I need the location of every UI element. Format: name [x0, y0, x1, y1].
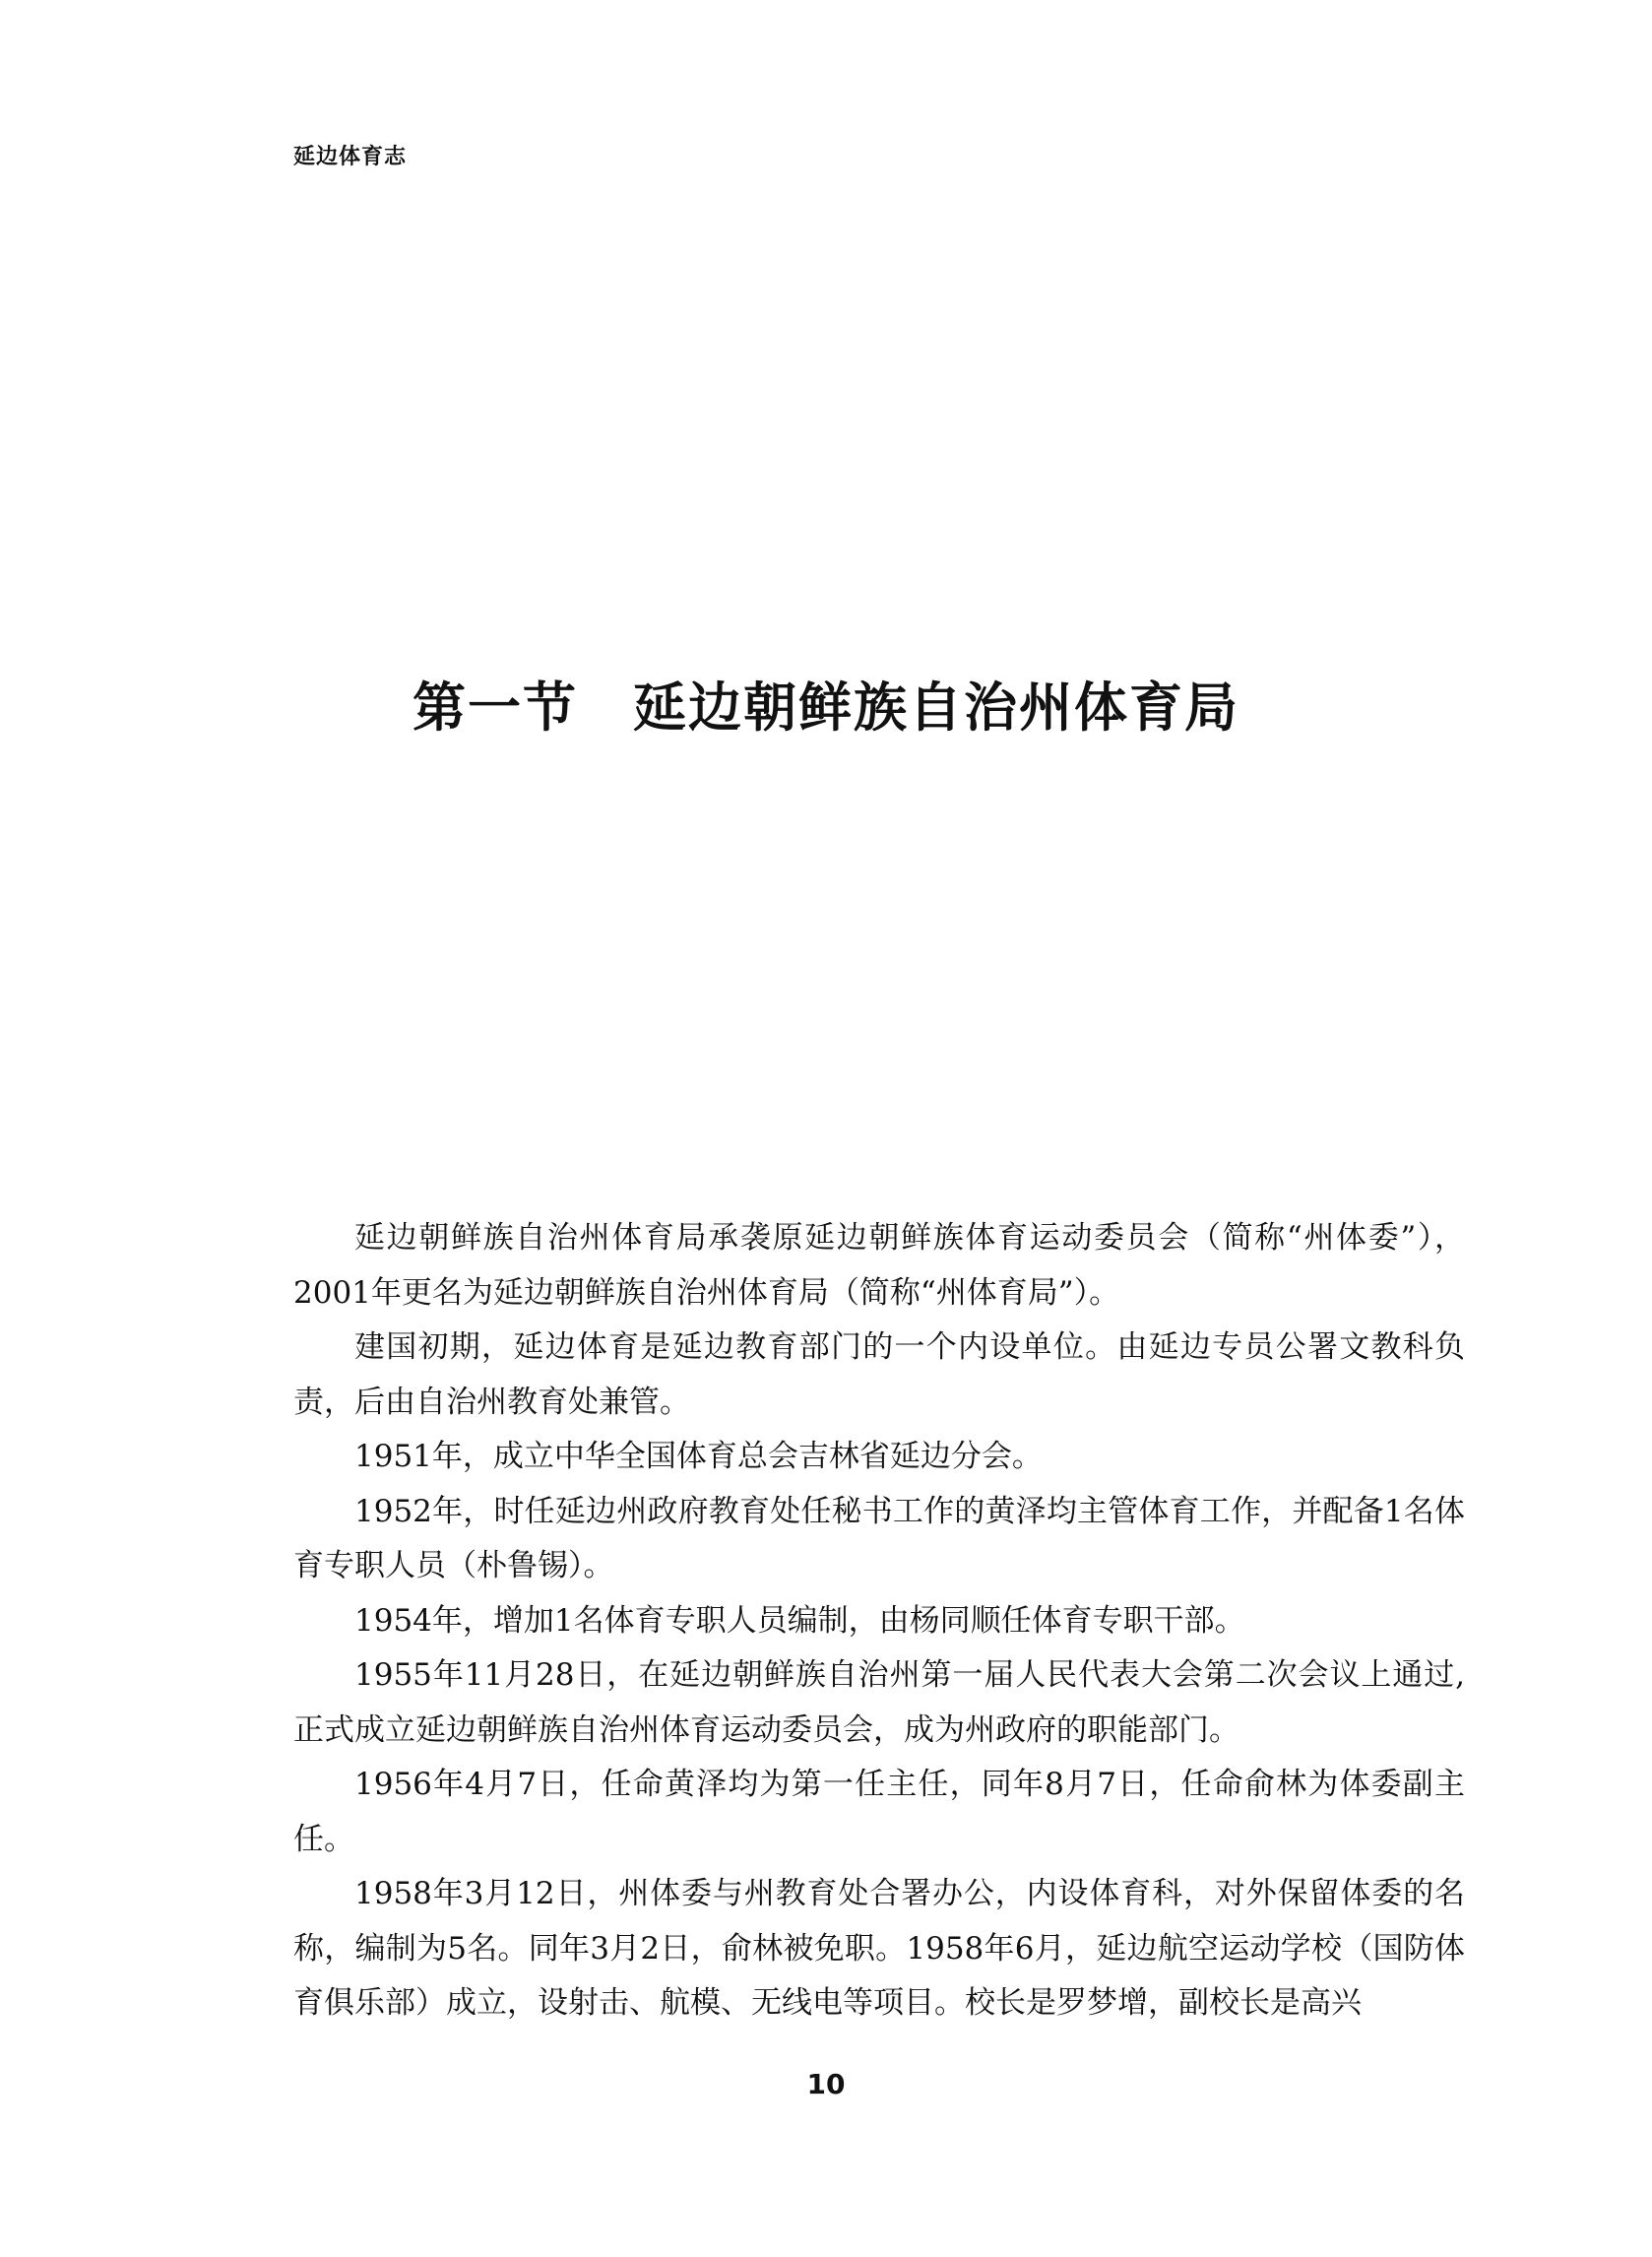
paragraph: 1955年11月28日，在延边朝鲜族自治州第一届人民代表大会第二次会议上通过,正式成立延边朝鲜族自治州体育运动委员会，成为州政府的职能部门。 — [293, 1657, 1465, 1748]
paragraph: 1951年，成立中华全国体育总会吉林省延边分会。 — [354, 1439, 1043, 1474]
paragraph: 建国初期，延边体育是延边教育部门的一个内设单位。由延边专员公署文教科负责，后由自治州教育处兼管。 — [293, 1329, 1465, 1420]
paragraph: 1956年4月7日，任命黄泽均为第一任主任，同年8月7日，任命俞林为体委副主任。 — [293, 1767, 1465, 1857]
page-number: 10 — [806, 2068, 846, 2100]
paragraph: 延边朝鲜族自治州体育局承袭原延边朝鲜族体育运动委员会（简称“州体委”），2001年更名为延边朝鲜族自治州体育局（简称“州体育局”）。 — [293, 1220, 1465, 1311]
running-header: 延边体育志 — [293, 145, 408, 169]
paragraph: 1958年3月12日，州体委与州教育处合署办公，内设体育科，对外保留体委的名称，编制为5名。同年3月2日，俞林被免职。1958年6月，延边航空运动学校（国防体育俱乐部）成立，设射击、航模、无线电等项目。校长是罗梦增，副校长是高兴 — [293, 1876, 1465, 2021]
paragraph: 1954年，增加1名体育专职人员编制，由杨同顺任体育专职干部。 — [354, 1602, 1245, 1639]
body-text — [293, 1211, 1465, 2031]
paragraph: 1952年，时任延边州政府教育处任秘书工作的黄泽均主管体育工作，并配备1名体育专职人员（朴鲁锡）。 — [293, 1493, 1465, 1583]
section-title: 第一节 延边朝鲜族自治州体育局 — [413, 676, 1239, 740]
